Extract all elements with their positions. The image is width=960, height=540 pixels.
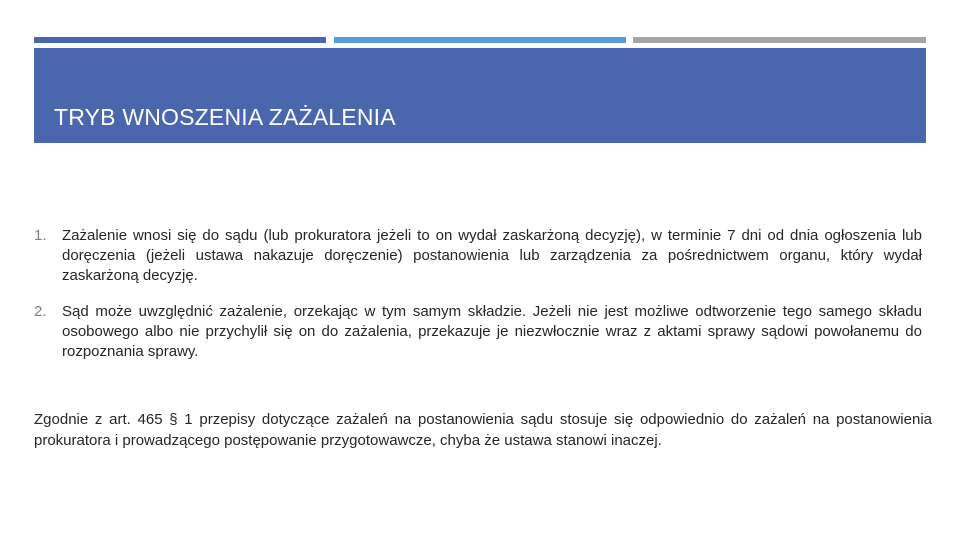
- list-item-number: 2.: [34, 303, 47, 320]
- accent-bar-2: [334, 37, 626, 43]
- slide-title: TRYB WNOSZENIA ZAŻALENIA: [54, 104, 396, 130]
- accent-bar-3: [633, 37, 926, 43]
- list-item: [34, 302, 922, 362]
- numbered-list: [34, 226, 922, 378]
- legal-note: Zgodnie z art. 465 § 1 przepisy dotyczące zażaleń na postanowienia sądu stosuje się odpowiednio do zażaleń na postanowienia prokuratora i prowadzącego postępowanie przygotowawcze, chyba że ustawa stanowi inaczej.: [34, 411, 932, 449]
- list-item-text: Zażalenie wnosi się do sądu (lub prokuratora jeżeli to on wydał zaskarżoną decyzję), w terminie 7 dni od dnia ogłoszenia lub doręczenia (jeżeli ustawa nakazuje doręczenie) postanowienia lub zarządzenia za pośrednictwem organu, który wydał zaskarżoną decyzję.: [62, 227, 922, 284]
- list-item: [34, 226, 922, 286]
- list-item-text: Sąd może uwzględnić zażalenie, orzekając w tym samym składzie. Jeżeli nie jest możliwe odtworzenie tego samego składu osobowego albo nie przychylił się on do zażalenia, przekazuje je niezwłocznie wraz z aktami sprawy sądowi powołanemu do rozpoznania sprawy.: [62, 303, 922, 360]
- accent-bar-1: [34, 37, 326, 43]
- title-band: [34, 48, 926, 143]
- list-item-number: 1.: [34, 227, 47, 244]
